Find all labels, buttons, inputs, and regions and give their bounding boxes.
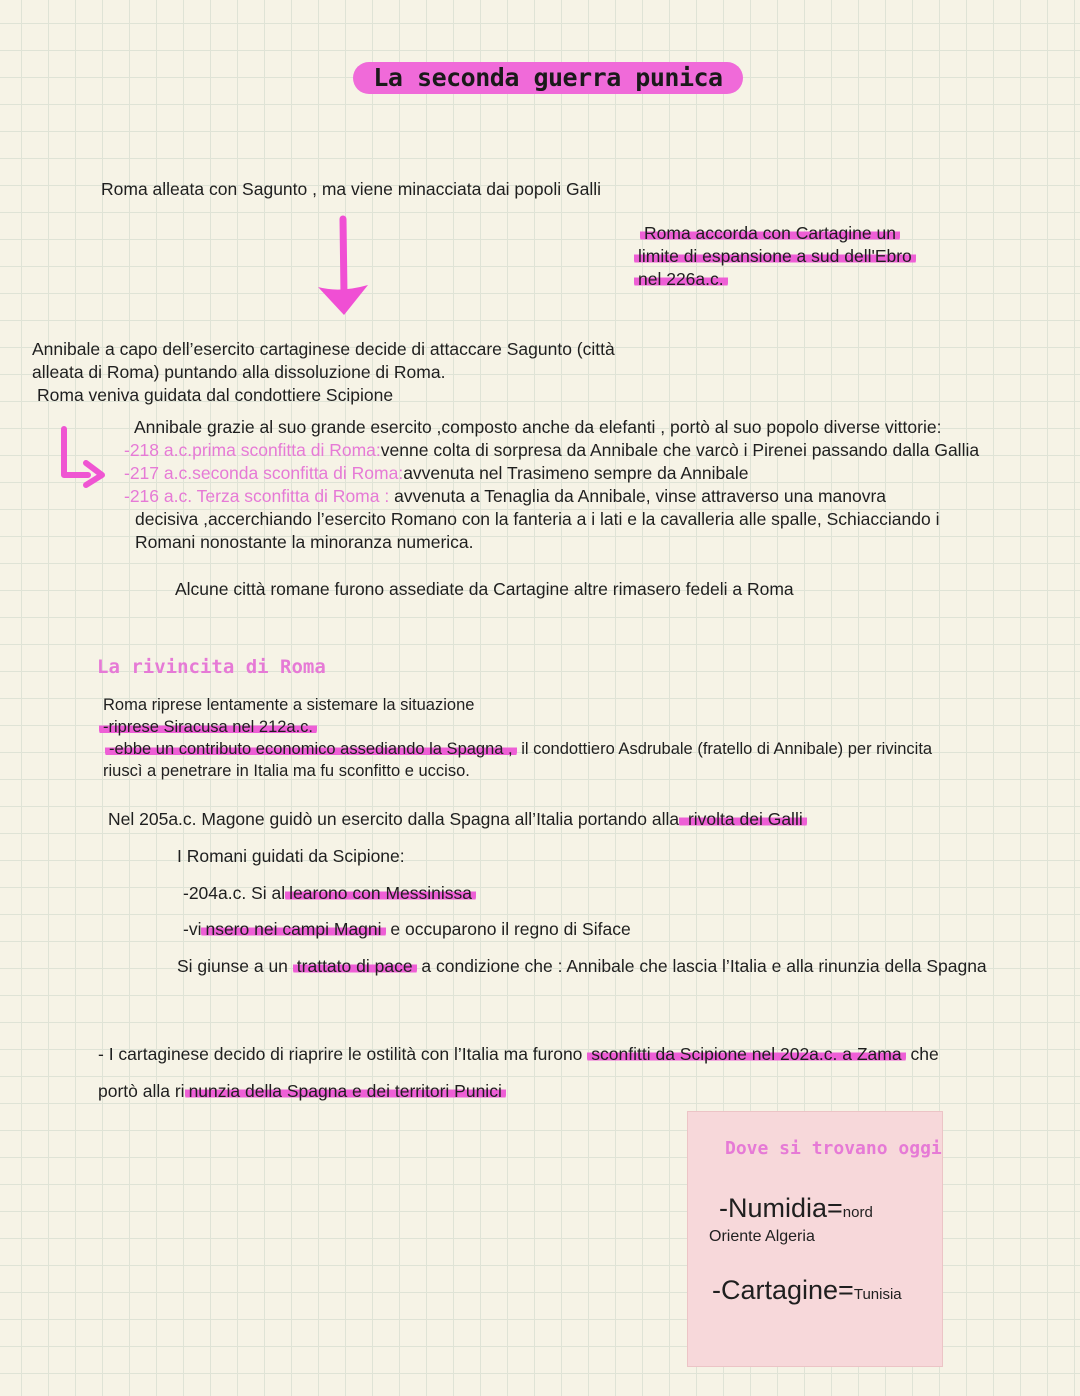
rivincita-heading: La rivincita di Roma (97, 656, 326, 678)
arrow-down-icon (310, 215, 380, 320)
vittoria-217: -217 a.c.seconda sconfitta di Roma:avvenuta nel Trasimeno sempre da Annibale (124, 463, 749, 483)
page-title: La seconda guerra punica (373, 63, 723, 92)
accordo-line-3: nel 226a.c. (634, 269, 728, 289)
sticky-note (687, 1111, 943, 1367)
scipione-item-2: -vi nsero nei campi Magni e occuparono il regno di Siface (183, 919, 631, 939)
assedio-line: Alcune città romane furono assediate da Cartagine altre rimasero fedeli a Roma (175, 579, 794, 599)
finale-line-2: portò alla ri nunzia della Spagna e dei territori Punici (98, 1080, 506, 1103)
annibale-line-3: Roma veniva guidata dal condottiere Scipione (37, 385, 394, 405)
vittorie-intro: Annibale grazie al suo grande esercito ,composto anche da elefanti , portò al suo popolo diverse vittorie: (134, 417, 942, 437)
accordo-line-1: Roma accorda con Cartagine un (640, 223, 900, 243)
note-numidia: -Numidia=nord (719, 1193, 873, 1223)
note-heading: Dove si trovano oggi (725, 1138, 942, 1159)
note-cartagine: -Cartagine=Tunisia (712, 1275, 902, 1305)
corner-arrow-icon (58, 425, 110, 487)
vittoria-218: -218 a.c.prima sconfitta di Roma:venne colta di sorpresa da Annibale che varcò i Pirenei passando dalla Gallia (124, 440, 980, 460)
spagna-line: -ebbe un contributo economico assediando la Spagna , il condottiero Asdrubale (fratello di Annibale) per rivincita (105, 738, 932, 761)
annibale-line-2: alleata di Roma) puntando alla dissoluzione di Roma. (32, 362, 446, 382)
intro-line: Roma alleata con Sagunto , ma viene minacciata dai popoli Galli (101, 179, 602, 199)
note-numidia-sub: Oriente Algeria (709, 1228, 815, 1245)
scipione-heading: I Romani guidati da Scipione: (177, 846, 405, 866)
spagna-cont-line: riuscì a penetrare in Italia ma fu sconfitto e ucciso. (103, 762, 470, 780)
finale-line-1: - I cartaginese decido di riaprire le ostilità con l’Italia ma furono sconfitti da Scipione nel 202a.c. a Zama che (98, 1044, 939, 1064)
annibale-line-1: Annibale a capo dell’esercito cartaginese decide di attaccare Sagunto (città (32, 339, 615, 359)
accordo-line-2: limite di espansione a sud dell'Ebro (634, 246, 916, 266)
rivincita-line: Roma riprese lentamente a sistemare la situazione (103, 696, 475, 714)
scipione-item-1: -204a.c. Si al learono con Messinissa (183, 882, 476, 905)
trattato-line: Si giunse a un trattato di pace a condizione che : Annibale che lascia l’Italia e alla rinunzia della Spagna (177, 956, 987, 976)
vittoria-216-cont-2: Romani nonostante la minoranza numerica. (135, 532, 474, 552)
siracusa-line: -riprese Siracusa nel 212a.c. (99, 718, 317, 736)
magone-line: Nel 205a.c. Magone guidò un esercito dalla Spagna all’Italia portando alla rivolta dei Galli (108, 808, 807, 831)
vittoria-216-cont-1: decisiva ,accerchiando l’esercito Romano con la fanteria a i lati e la cavalleria alle spalle, Schiacciando i (135, 509, 940, 529)
vittoria-216: -216 a.c. Terza sconfitta di Roma : avvenuta a Tenaglia da Annibale, vinse attraverso una manovra (124, 486, 887, 506)
